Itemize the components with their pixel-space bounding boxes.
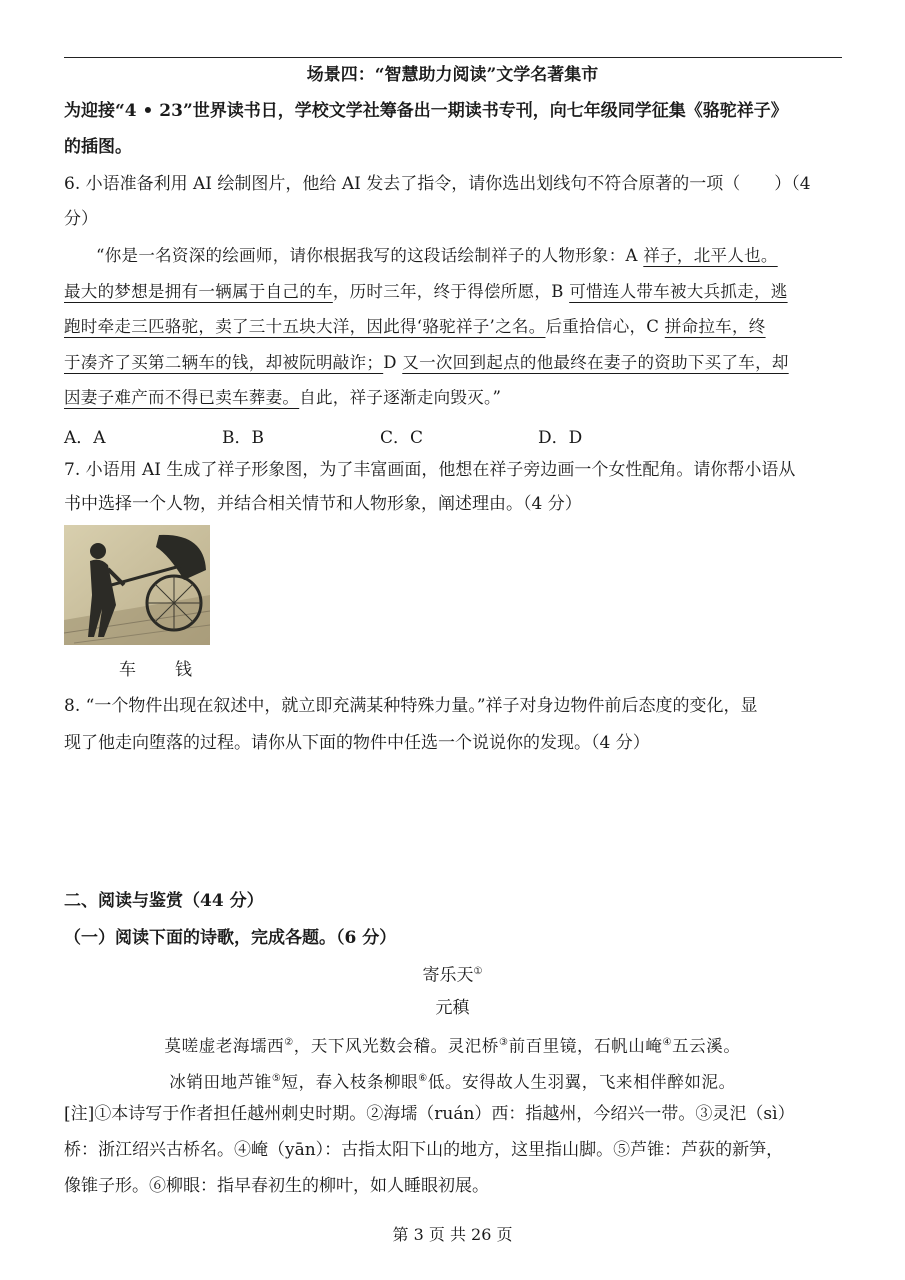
- section2-subheading: （一）阅读下面的诗歌，完成各题。（6 分）: [64, 928, 397, 948]
- underlined-sentence-b-cont: 跑时牵走三匹骆驼，卖了三十五块大洋，因此得‘骆驼祥子’之名。: [64, 317, 546, 336]
- option-b[interactable]: B．B: [222, 428, 264, 448]
- q6-stem-line-2: 分）: [64, 209, 98, 229]
- q6-passage-line-4: 于凑齐了买第二辆车的钱，却被阮明敲诈；D 又一次回到起点的他最终在妻子的资助下买了车，却: [64, 353, 789, 372]
- intro-line-2: 的插图。: [64, 137, 132, 157]
- page-footer: 第 3 页 共 26 页: [392, 1225, 513, 1244]
- q7-stem-line-1: 7. 小语用 AI 生成了祥子形象图，为了丰富画面，他想在祥子旁边画一个女性配角。请你帮小语从: [64, 460, 796, 480]
- q7-stem-line-2: 书中选择一个人物，并结合相关情节和人物形象，阐述理由。（4 分）: [64, 494, 582, 514]
- notes-line-2: 桥：浙江绍兴古桥名。④崦（yān）：古指太阳下山的地方，这里指山脚。⑤芦锥：芦荻的新笋，: [64, 1140, 784, 1160]
- q6-passage-line-5: 因妻子难产而不得已卖车葬妻。自此，祥子逐渐走向毁灭。”: [64, 388, 502, 407]
- notes-line-1: [注]①本诗写于作者担任越州刺史时期。②海壖（ruán）西：指越州，今绍兴一带。③灵汜（sì）: [64, 1104, 795, 1124]
- option-a[interactable]: A．A: [64, 428, 106, 448]
- q6-stem-line-1: 6. 小语准备利用 AI 绘制图片，他给 AI 发去了指令，请你选出划线句不符合原著的一项（ ）（4: [64, 174, 811, 194]
- q8-stem-line-2: 现了他走向堕落的过程。请你从下面的物件中任选一个说说你的发现。（4 分）: [64, 733, 650, 753]
- q6-passage-line-2: 最大的梦想是拥有一辆属于自己的车，历时三年，终于得偿所愿，B 可惜连人带车被大兵抓走，逃: [64, 282, 788, 301]
- q6-passage-line-1: “你是一名资深的绘画师，请你根据我写的这段话绘制祥子的人物形象：A 祥子，北平人也。: [96, 246, 778, 265]
- intro-line-1: 为迎接“4 • 23”世界读书日，学校文学社筹备出一期读书专刊，向七年级同学征集《骆驼祥子》: [64, 101, 788, 121]
- q8-stem-line-1: 8. “一个物件出现在叙述中，就立即充满某种特殊力量。”祥子对身边物件前后态度的变化，显: [64, 696, 758, 716]
- object-money: 钱: [175, 660, 192, 680]
- object-car: 车: [119, 660, 136, 680]
- poem-line-2: 冰销田地芦锥⑤短，春入枝条柳眼⑥低。安得故人生羽翼，飞来相伴醉如泥。: [169, 1072, 736, 1092]
- option-d[interactable]: D．D: [538, 428, 583, 448]
- scene-title: 场景四：“智慧助力阅读”文学名著集市: [306, 65, 599, 85]
- underlined-sentence-a-cont: 最大的梦想是拥有一辆属于自己的车: [64, 282, 333, 301]
- underlined-sentence-c: 拼命拉车，终: [664, 317, 766, 336]
- option-c[interactable]: C．C: [380, 428, 424, 448]
- rickshaw-illustration: [64, 525, 210, 645]
- underlined-sentence-c-cont: 于凑齐了买第二辆车的钱，却被阮明敲诈；: [64, 353, 384, 372]
- top-rule: [64, 57, 842, 58]
- underlined-sentence-b: 可惜连人带车被大兵抓走，逃: [569, 282, 788, 301]
- poem-author: 元稹: [435, 998, 470, 1018]
- poem-line-1: 莫嗟虚老海壖西②，天下风光数会稽。灵汜桥③前百里镜，石帆山崦④五云溪。: [164, 1036, 741, 1056]
- underlined-sentence-d-cont: 因妻子难产而不得已卖车葬妻。: [64, 388, 300, 407]
- underlined-sentence-d: 又一次回到起点的他最终在妻子的资助下买了车，却: [402, 353, 789, 372]
- underlined-sentence-a: 祥子，北平人也。: [643, 246, 778, 265]
- poem-title: 寄乐天①: [422, 965, 483, 986]
- q6-passage-line-3: 跑时牵走三匹骆驼，卖了三十五块大洋，因此得‘骆驼祥子’之名。后重拾信心，C 拼命拉车，终: [64, 317, 766, 336]
- notes-line-3: 像锥子形。⑥柳眼：指早春初生的柳叶，如人睡眼初展。: [64, 1176, 489, 1196]
- note-marker: ①: [473, 966, 483, 977]
- section2-heading: 二、阅读与鉴赏（44 分）: [64, 891, 264, 911]
